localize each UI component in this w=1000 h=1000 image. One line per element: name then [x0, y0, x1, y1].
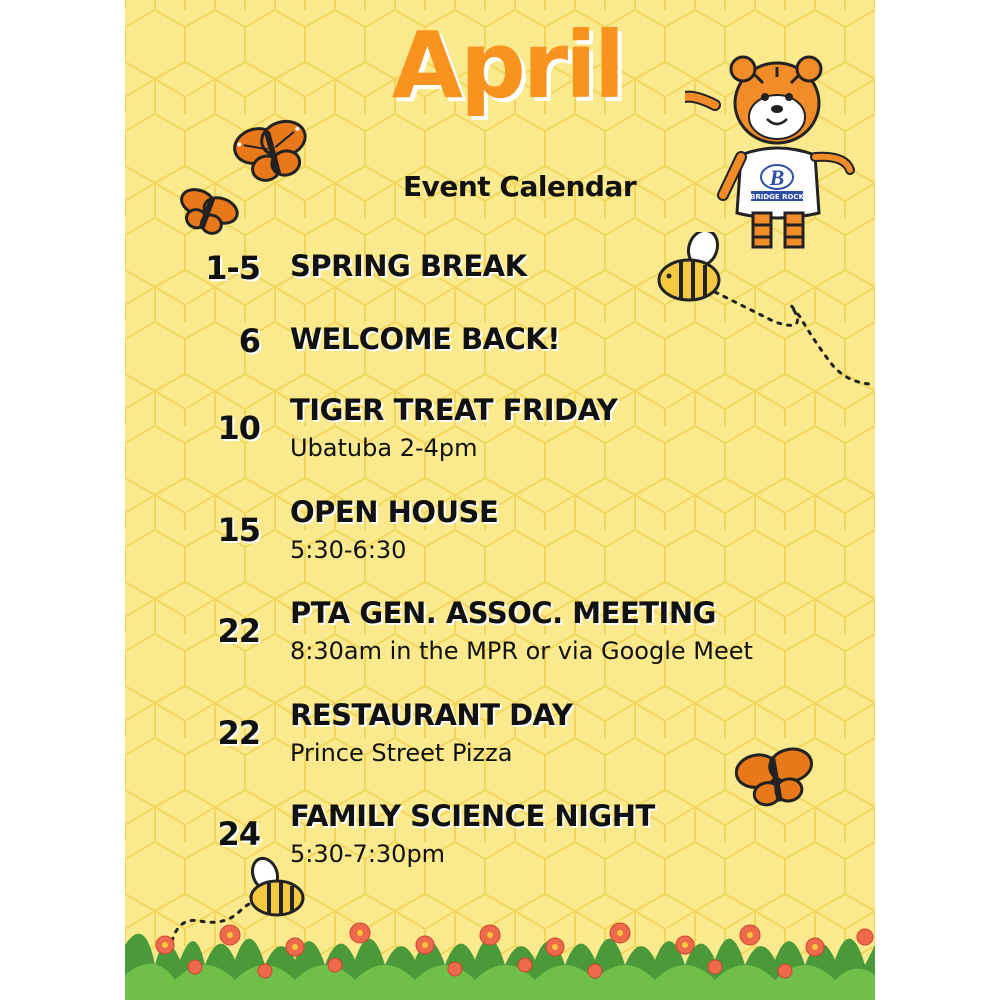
event-name: FAMILY SCIENCE NIGHT [290, 799, 655, 833]
tiger-mascot [685, 45, 855, 255]
event-name: TIGER TREAT FRIDAY [290, 393, 618, 427]
butterfly-icon [233, 118, 313, 190]
event-day: 10 [217, 409, 260, 447]
event-detail: 5:30-6:30 [290, 536, 407, 564]
mascot-shirt-text: BRIDGE ROCK [749, 193, 805, 201]
bee-icon [655, 232, 875, 392]
event-name: SPRING BREAK [290, 249, 527, 283]
event-detail: Prince Street Pizza [290, 739, 513, 767]
event-day: 1-5 [205, 249, 260, 287]
page-subtitle: Event Calendar [403, 170, 637, 203]
event-day: 6 [238, 322, 260, 360]
butterfly-icon [735, 746, 817, 814]
page-title: April [391, 12, 623, 119]
event-detail: Ubatuba 2-4pm [290, 434, 478, 462]
event-day: 15 [217, 511, 260, 549]
event-name: WELCOME BACK! [290, 322, 561, 356]
mascot-shirt-letter: B [769, 165, 785, 190]
poster [125, 0, 875, 1000]
event-name: RESTAURANT DAY [290, 698, 573, 732]
flower-border [125, 905, 875, 1000]
event-detail: 5:30-7:30pm [290, 840, 446, 868]
event-day: 24 [217, 815, 260, 853]
event-day: 22 [217, 612, 260, 650]
event-name: OPEN HOUSE [290, 495, 499, 529]
event-day: 22 [217, 714, 260, 752]
butterfly-icon [175, 188, 239, 238]
event-name: PTA GEN. ASSOC. MEETING [290, 596, 716, 630]
event-detail: 8:30am in the MPR or via Google Meet [290, 637, 753, 665]
